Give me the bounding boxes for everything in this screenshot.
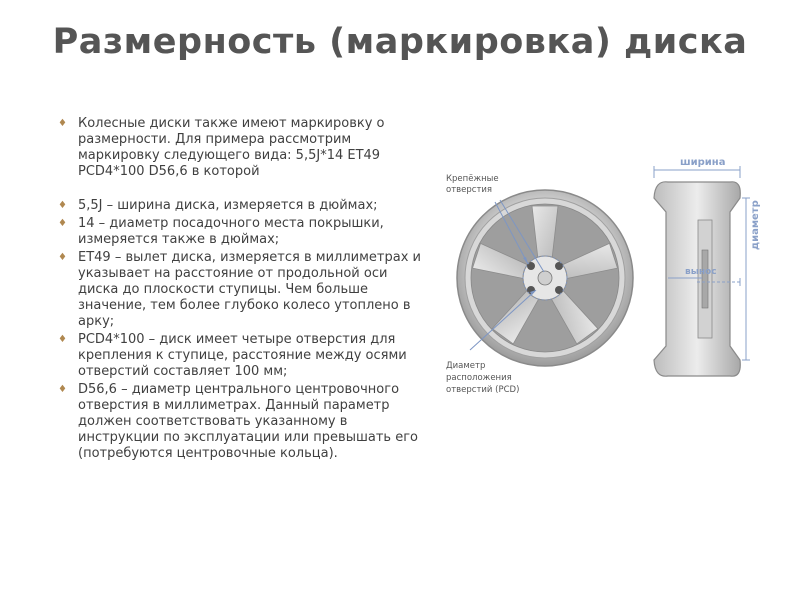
bullet-list bbox=[58, 116, 430, 464]
wheel-diagram bbox=[440, 150, 770, 410]
width-label: ширина bbox=[680, 157, 726, 168]
bullet-text: Колесные диски также имеют маркировку о размерности. Для примера рассмотрим маркировку следующего вида: 5,5J*14 ET49 PCD4*100 D56,6 в которой bbox=[78, 116, 385, 179]
offset-label: вынос bbox=[685, 267, 717, 277]
bullet-item-offset bbox=[58, 250, 430, 330]
wheel-front-view bbox=[457, 190, 633, 366]
holes-label-line2: отверстия bbox=[446, 185, 493, 195]
bolt-hole bbox=[555, 286, 563, 294]
bullet-marker: ♦ bbox=[58, 334, 67, 345]
bullet-text: 14 – диаметр посадочного места покрышки, измеряется также в дюймах; bbox=[78, 216, 384, 247]
slide-title: Размерность (маркировка) диска bbox=[52, 22, 748, 62]
pcd-label-line2: расположения bbox=[446, 373, 512, 383]
bullet-text: D56,6 – диаметр центрального центровочного отверстия в миллиметрах. Данный параметр должен соответствовать указанному в инструкции по эксплуатации или превышать его (потребуются центровочные кольца). bbox=[78, 382, 418, 461]
pcd-label-line3: отверстий (PCD) bbox=[446, 385, 520, 395]
bullet-item-diameter bbox=[58, 216, 430, 248]
bullet-text: 5,5J – ширина диска, измеряется в дюймах; bbox=[78, 198, 378, 213]
pcd-label-line1: Диаметр bbox=[446, 361, 486, 371]
bullet-marker: ♦ bbox=[58, 384, 67, 395]
wheel-diagram-svg bbox=[440, 150, 770, 410]
bullet-marker: ♦ bbox=[58, 218, 67, 229]
bullet-item-intro bbox=[58, 116, 430, 180]
bullet-text: ET49 – вылет диска, измеряется в миллиметрах и указывает на расстояние от продольной оси диска до плоскости ступицы. Чем больше значение, тем более глубоко колесо утоплено в арку; bbox=[78, 250, 421, 329]
bullet-item-width bbox=[58, 198, 430, 214]
bullet-marker: ♦ bbox=[58, 252, 67, 263]
bullet-item-center-bore bbox=[58, 382, 430, 462]
bullet-marker: ♦ bbox=[58, 200, 67, 211]
bullet-item-pcd bbox=[58, 332, 430, 380]
diameter-label: диаметр bbox=[750, 200, 761, 250]
bullet-text: PCD4*100 – диск имеет четыре отверстия для крепления к ступице, расстояние между осями отверстий составляет 100 мм; bbox=[78, 332, 407, 379]
bullet-marker: ♦ bbox=[58, 118, 67, 129]
holes-label-line1: Крепёжные bbox=[446, 174, 499, 184]
